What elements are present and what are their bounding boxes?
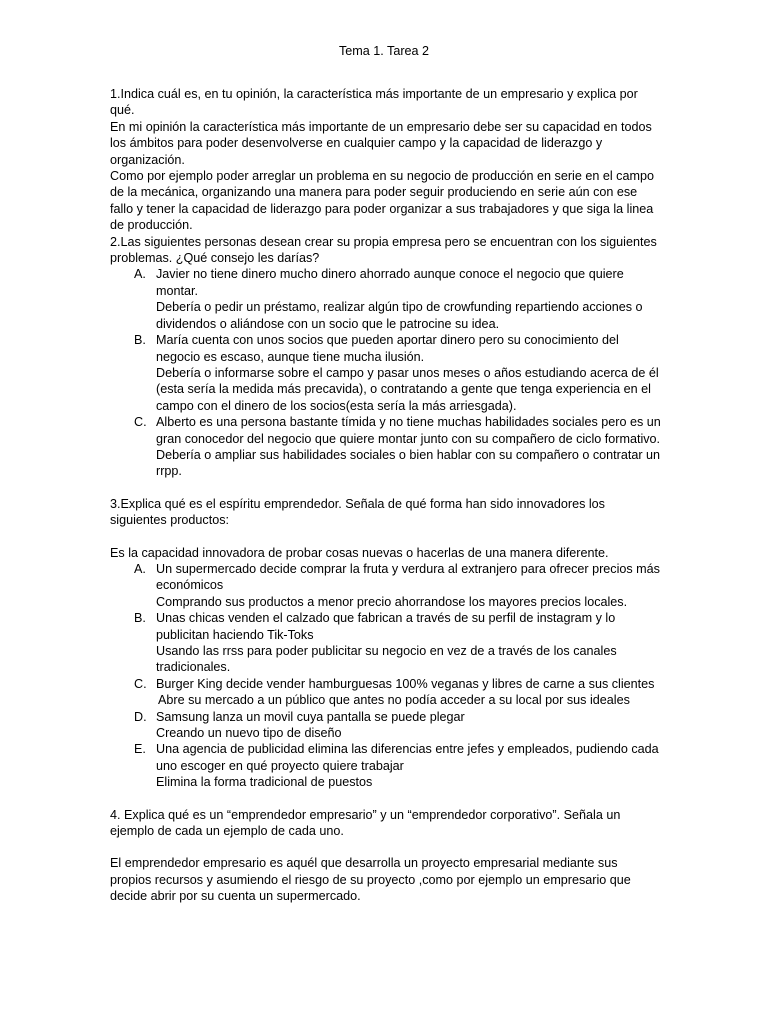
list-item-answer: Elimina la forma tradicional de puestos bbox=[156, 775, 373, 790]
list-item-answer: Comprando sus productos a menor precio ahorrandose los mayores precios locales. bbox=[156, 594, 628, 609]
list-item-text: Un supermercado decide comprar la fruta y verdura al extranjero para ofrecer precios más económicos bbox=[156, 561, 660, 593]
list-item-answer: Debería o pedir un préstamo, realizar algún tipo de crowfunding repartiendo acciones o dividendos o aliándose con un socio que le patrocine su idea. bbox=[156, 300, 643, 331]
paragraph-spacer bbox=[110, 529, 662, 545]
paragraph-spacer bbox=[110, 791, 662, 807]
paragraph-spacer bbox=[110, 839, 662, 855]
list-marker: A. bbox=[134, 561, 146, 576]
question-3: 3.Explica qué es el espíritu emprendedor. Señala de qué forma han sido innovadores los siguientes productos: bbox=[110, 496, 605, 528]
question-2: 2.Las siguientes personas desean crear su propia empresa pero se encuentran con los siguientes problemas. ¿Qué consejo les darías? bbox=[110, 234, 657, 266]
answer-1-paragraph: Como por ejemplo poder arreglar un problema en su negocio de producción en serie en el campo de la mecánica, organizando una manera para poder seguir produciendo en serie aún con ese fallo y tener la capacidad de liderazgo para poder organizar a sus trabajadores y que siga la linea de producción. bbox=[110, 169, 654, 233]
list-item-text: Unas chicas venden el calzado que fabrican a través de su perfil de instagram y lo publicitan haciendo Tik-Toks bbox=[156, 611, 616, 642]
answer-4: El emprendedor empresario es aquél que desarrolla un proyecto empresarial mediante sus propios recursos y asumiendo el riesgo de su proyecto ,como por ejemplo un empresario que decide abrir por su cuenta un supermercado. bbox=[110, 856, 631, 904]
question-1: 1.Indica cuál es, en tu opinión, la característica más importante de un empresario y explica por qué. bbox=[110, 87, 638, 118]
list-marker: A. bbox=[134, 267, 146, 282]
document-body bbox=[110, 86, 662, 905]
list-item bbox=[110, 610, 662, 643]
list-item-answer: Abre su mercado a un público que antes no podía acceder a su local por sus ideales bbox=[158, 693, 630, 708]
list-item bbox=[110, 709, 662, 725]
list-item-text: María cuenta con unos socios que pueden aportar dinero pero su conocimiento del negocio es escaso, aunque tiene mucha ilusión. bbox=[156, 333, 619, 364]
list-item-text: Javier no tiene dinero mucho dinero ahorrado aunque conoce el negocio que quiere montar. bbox=[156, 267, 624, 298]
list-item-answer: Usando las rrss para poder publicitar su negocio en vez de a través de los canales tradicionales. bbox=[156, 644, 617, 675]
list-item bbox=[110, 414, 662, 447]
list-item-text: Alberto es una persona bastante tímida y no tiene muchas habilidades sociales pero es un gran conocedor del negocio que quiere montar junto con su compañero de ciclo formativo. bbox=[156, 415, 661, 446]
answer-1-paragraph: En mi opinión la característica más importante de un empresario debe ser su capacidad en todos los ámbitos para poder desenvolverse en cualquier campo y la capacidad de liderazgo y organización. bbox=[110, 119, 652, 167]
list-item-answer: Debería o informarse sobre el campo y pasar unos meses o años estudiando acerca de él (esta sería la medida más precavida), o contratando a gente que tenga experiencia en el campo con el dinero de los socios(esta sería la más arriesgada). bbox=[156, 365, 659, 413]
paragraph-spacer bbox=[110, 480, 662, 496]
list-item bbox=[110, 561, 662, 594]
list-marker: C. bbox=[134, 415, 147, 430]
list-item-answer: Debería o ampliar sus habilidades sociales o bien hablar con su compañero o contratar un rrpp. bbox=[156, 447, 661, 479]
list-marker: C. bbox=[134, 676, 147, 691]
list-item bbox=[110, 741, 662, 774]
list-marker: B. bbox=[134, 611, 146, 626]
question-4: 4. Explica qué es un “emprendedor empresario” y un “emprendedor corporativo”. Señala un ejemplo de cada un ejemplo de cada uno. bbox=[110, 807, 621, 839]
list-item bbox=[110, 266, 662, 299]
list-marker: D. bbox=[134, 709, 147, 724]
list-marker: B. bbox=[134, 333, 146, 348]
list-item-text: Burger King decide vender hamburguesas 100% veganas y libres de carne a sus clientes bbox=[156, 676, 655, 691]
list-marker: E. bbox=[134, 742, 146, 757]
list-item bbox=[110, 676, 662, 692]
list-item-text: Samsung lanza un movil cuya pantalla se puede plegar bbox=[156, 709, 465, 724]
answer-3: Es la capacidad innovadora de probar cosas nuevas o hacerlas de una manera diferente. bbox=[110, 545, 609, 560]
list-item-answer: Creando un nuevo tipo de diseño bbox=[156, 726, 342, 741]
list-item-text: Una agencia de publicidad elimina las diferencias entre jefes y empleados, pudiendo cada uno escoger en qué proyecto quiere trabajar bbox=[156, 742, 659, 773]
list-item bbox=[110, 332, 662, 365]
document-title: Tema 1. Tarea 2 bbox=[338, 44, 430, 58]
